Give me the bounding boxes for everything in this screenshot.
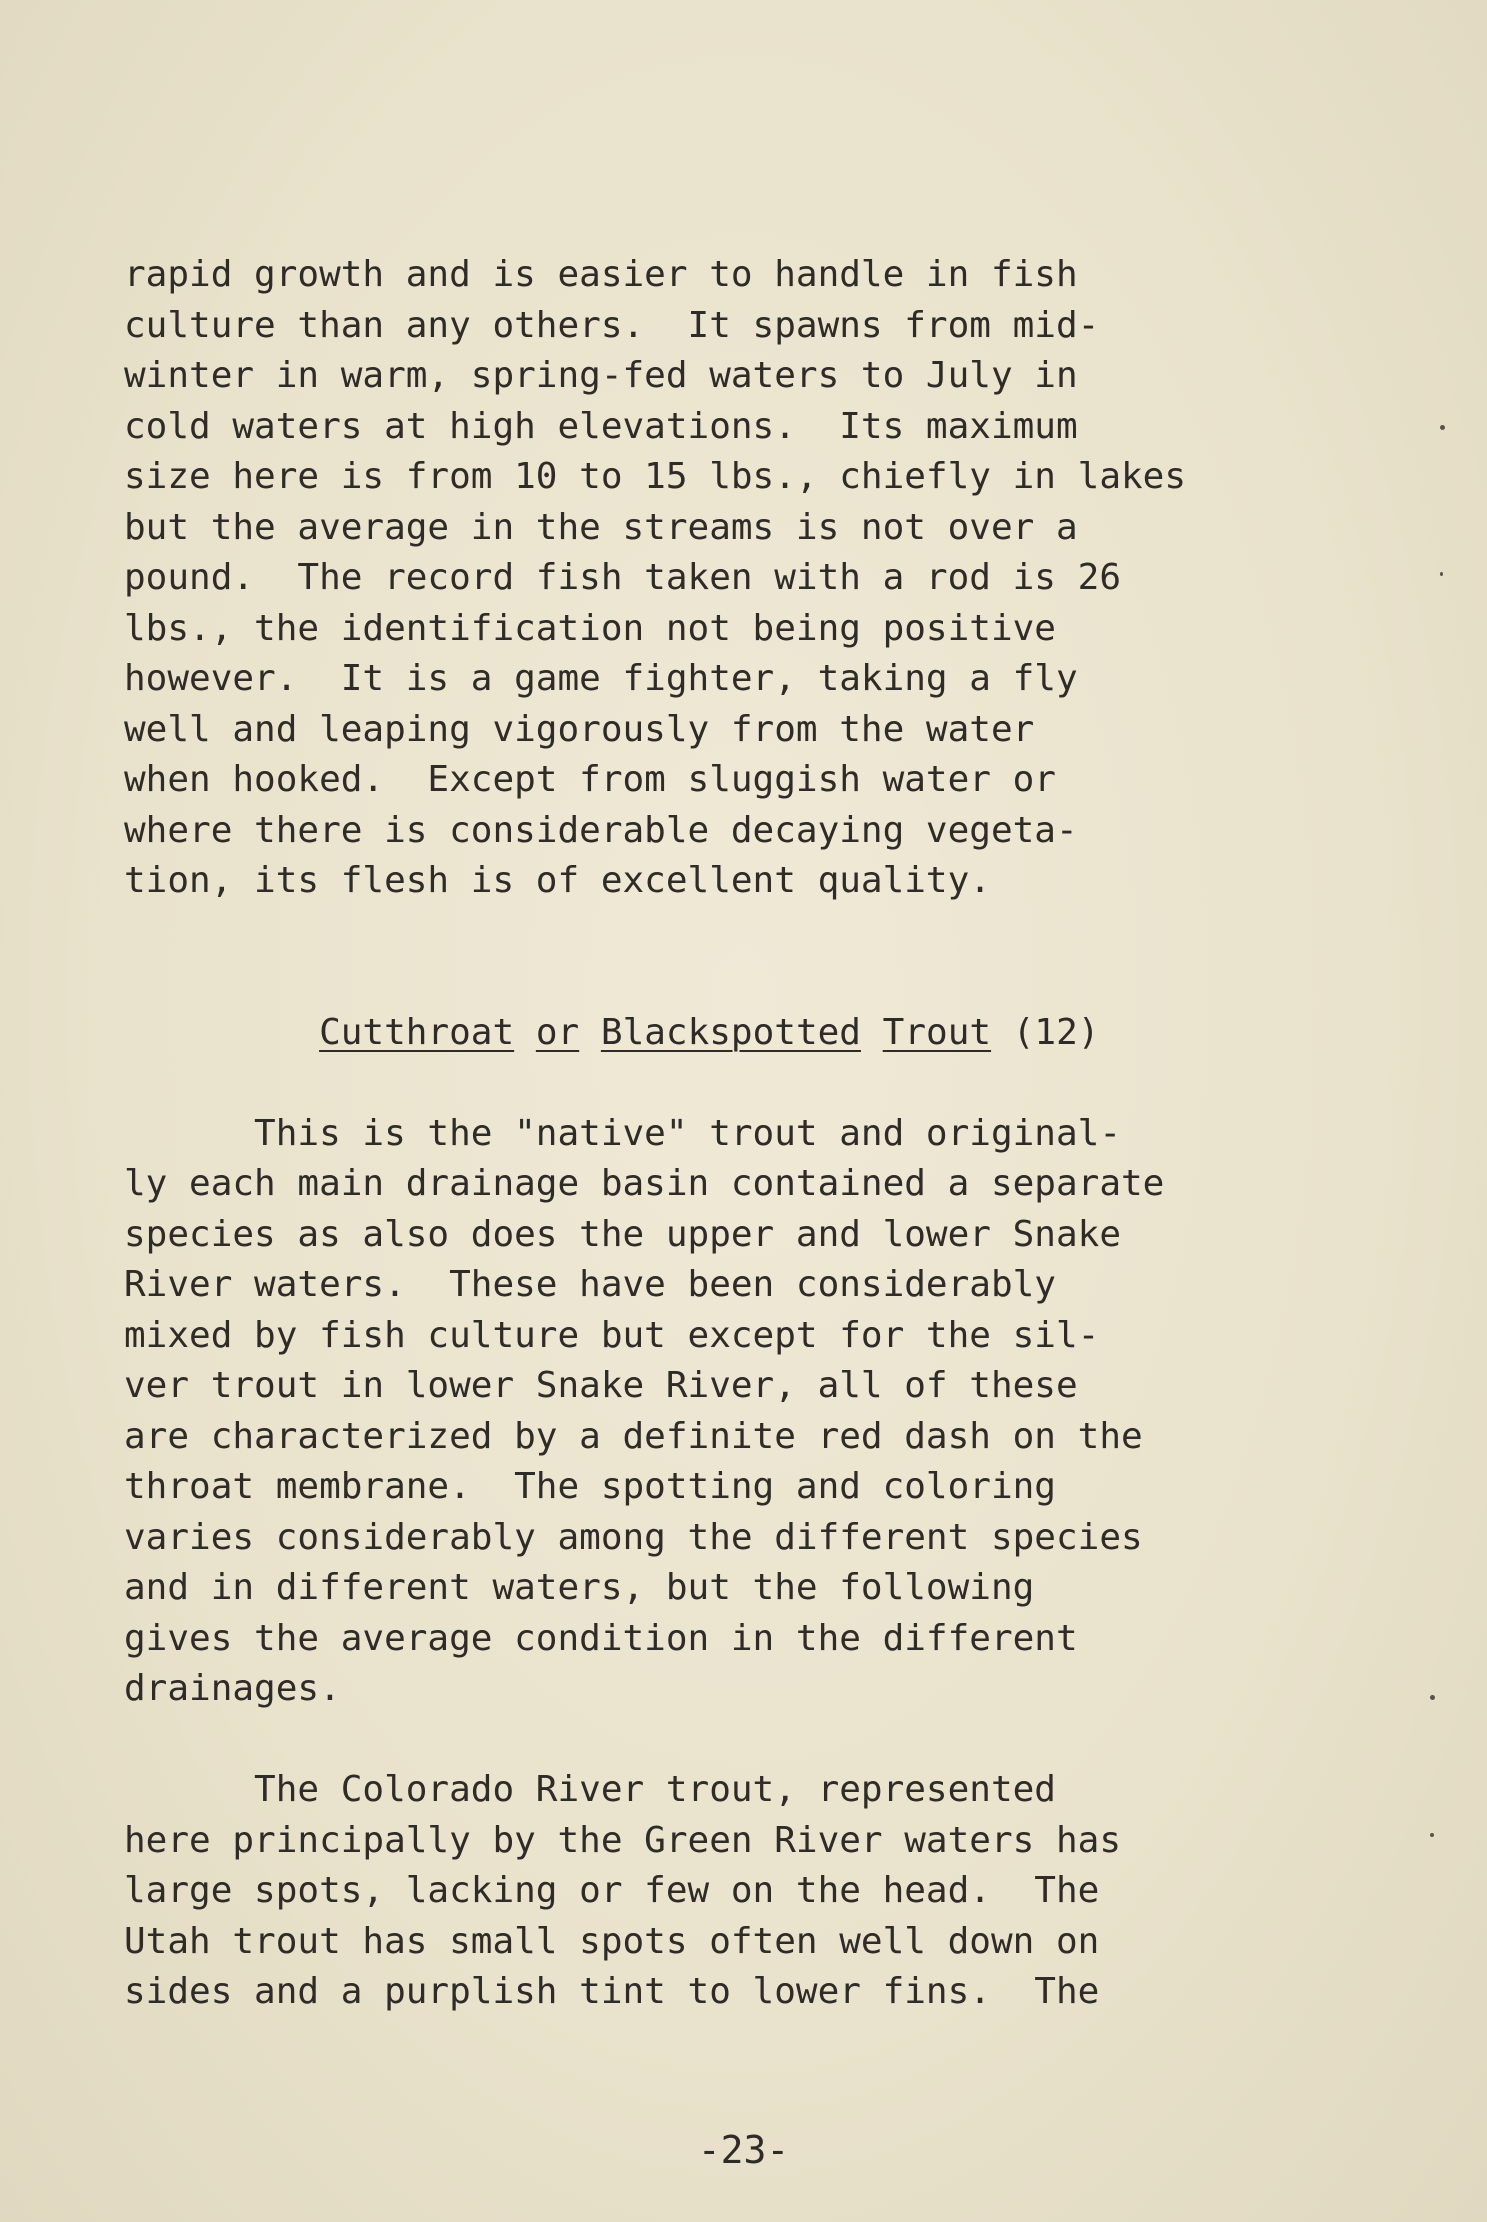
text-line: size here is from 10 to 15 lbs., chiefly in lakes bbox=[124, 456, 1187, 497]
text-line: cold waters at high elevations. Its maximum bbox=[124, 405, 1078, 447]
text-line: Utah trout has small spots often well down on bbox=[124, 1920, 1100, 1962]
section-heading bbox=[124, 1008, 1354, 1059]
spacer bbox=[124, 1715, 1354, 1766]
heading-word: or bbox=[535, 1011, 580, 1053]
text-line: rapid growth and is easier to handle in fish bbox=[124, 254, 1078, 295]
typed-text-body bbox=[124, 250, 1354, 2018]
text-line: and in different waters, but the following bbox=[124, 1567, 1035, 1608]
text-line: gives the average condition in the different bbox=[124, 1617, 1078, 1659]
text-line: pound. The record fish taken with a rod is 26 bbox=[124, 557, 1121, 598]
paragraph-colorado-river-trout bbox=[124, 1765, 1354, 2018]
ink-speck bbox=[1440, 572, 1443, 576]
text-line: where there is considerable decaying vegeta- bbox=[124, 809, 1078, 851]
paragraph-cutthroat-trout bbox=[124, 1109, 1354, 1715]
text-line: ver trout in lower Snake River, all of these bbox=[124, 1365, 1078, 1406]
heading-word: Trout bbox=[882, 1011, 992, 1053]
text-line: varies considerably among the different species bbox=[124, 1516, 1143, 1558]
page-number: -23- bbox=[697, 2128, 790, 2172]
text-line: here principally by the Green River waters has bbox=[124, 1819, 1121, 1861]
text-line: culture than any others. It spawns from mid- bbox=[124, 304, 1100, 346]
ink-speck bbox=[1440, 425, 1445, 430]
ink-speck bbox=[1430, 1833, 1434, 1837]
ink-speck bbox=[1430, 1695, 1435, 1700]
text-line: ly each main drainage basin contained a separate bbox=[124, 1163, 1165, 1204]
text-line: lbs., the identification not being positive bbox=[124, 607, 1056, 649]
text-line: but the average in the streams is not over a bbox=[124, 506, 1078, 548]
text-line: drainages. bbox=[124, 1668, 341, 1709]
text-line: when hooked. Except from sluggish water or bbox=[124, 759, 1056, 800]
spacer bbox=[124, 1058, 1354, 1109]
text-line: well and leaping vigorously from the water bbox=[124, 708, 1035, 750]
paragraph-rainbow-trout bbox=[124, 250, 1354, 907]
heading-word: Cutthroat bbox=[319, 1011, 515, 1053]
text-line: tion, its flesh is of excellent quality. bbox=[124, 860, 991, 901]
heading-word: Blackspotted bbox=[600, 1011, 861, 1053]
spacer bbox=[124, 907, 1354, 958]
text-line: species as also does the upper and lower Snake bbox=[124, 1213, 1121, 1255]
text-line: winter in warm, spring-fed waters to July in bbox=[124, 355, 1078, 396]
text-line: throat membrane. The spotting and coloring bbox=[124, 1466, 1056, 1507]
text-line: mixed by fish culture but except for the sil- bbox=[124, 1314, 1100, 1356]
text-line: River waters. These have been considerably bbox=[124, 1264, 1056, 1305]
text-line: This is the "native" trout and original- bbox=[124, 1112, 1121, 1154]
text-line: sides and a purplish tint to lower fins. The bbox=[124, 1971, 1100, 2012]
text-line: large spots, lacking or few on the head. The bbox=[124, 1870, 1100, 1911]
spacer bbox=[124, 957, 1354, 1008]
text-line: The Colorado River trout, represented bbox=[124, 1769, 1056, 1810]
heading-number: (12) bbox=[1012, 1011, 1100, 1053]
text-line: however. It is a game fighter, taking a fly bbox=[124, 658, 1078, 699]
text-line: are characterized by a definite red dash on the bbox=[124, 1415, 1143, 1457]
